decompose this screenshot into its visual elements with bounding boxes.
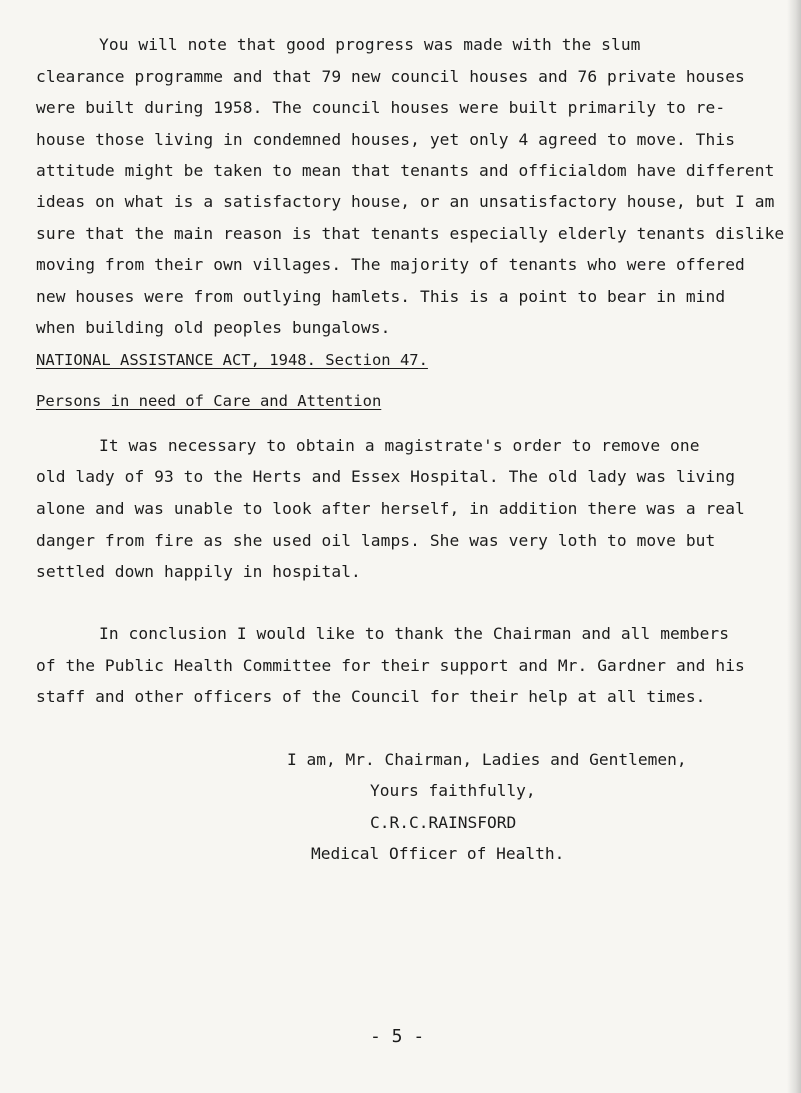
paragraph-1-line: sure that the main reason is that tenants especially elderly tenants dislike <box>36 224 785 243</box>
paragraph-2-line: danger from fire as she used oil lamps. She was very loth to move but <box>36 531 716 550</box>
closing-signatory: C.R.C.RAINSFORD <box>370 813 517 832</box>
paragraph-3-line: staff and other officers of the Council for their help at all times. <box>36 687 706 706</box>
paragraph-1-line: new houses were from outlying hamlets. This is a point to bear in mind <box>36 287 726 306</box>
paragraph-3-line: In conclusion I would like to thank the Chairman and all members <box>99 624 730 643</box>
paragraph-2-line: settled down happily in hospital. <box>36 562 361 581</box>
paragraph-3-line: of the Public Health Committee for their support and Mr. Gardner and his <box>36 656 745 675</box>
page-number: - 5 - <box>370 1026 425 1047</box>
paragraph-1-line: clearance programme and that 79 new council houses and 76 private houses <box>36 67 745 86</box>
paragraph-1-line: You will note that good progress was made with the slum <box>99 35 641 54</box>
closing-valediction: Yours faithfully, <box>370 781 536 800</box>
paragraph-1-line: house those living in condemned houses, yet only 4 agreed to move. This <box>36 130 736 149</box>
paragraph-2-line: old lady of 93 to the Herts and Essex Hospital. The old lady was living <box>36 467 736 486</box>
paragraph-1-line: ideas on what is a satisfactory house, or an unsatisfactory house, but I am <box>36 192 775 211</box>
closing-salutation: I am, Mr. Chairman, Ladies and Gentlemen, <box>287 750 687 769</box>
paragraph-1-line: when building old peoples bungalows. <box>36 318 391 337</box>
section-heading-act: NATIONAL ASSISTANCE ACT, 1948. Section 47. <box>36 351 428 369</box>
paragraph-1-line: attitude might be taken to mean that tenants and officialdom have different <box>36 161 775 180</box>
paragraph-1-line: moving from their own villages. The majority of tenants who were offered <box>36 255 745 274</box>
page-edge-shadow <box>787 0 801 1093</box>
paragraph-1-line: were built during 1958. The council houses were built primarily to re- <box>36 98 726 117</box>
closing-title: Medical Officer of Health. <box>311 844 565 863</box>
paragraph-2-line: It was necessary to obtain a magistrate's order to remove one <box>99 436 700 455</box>
section-heading-persons: Persons in need of Care and Attention <box>36 392 382 410</box>
paragraph-2-line: alone and was unable to look after herself, in addition there was a real <box>36 499 745 518</box>
